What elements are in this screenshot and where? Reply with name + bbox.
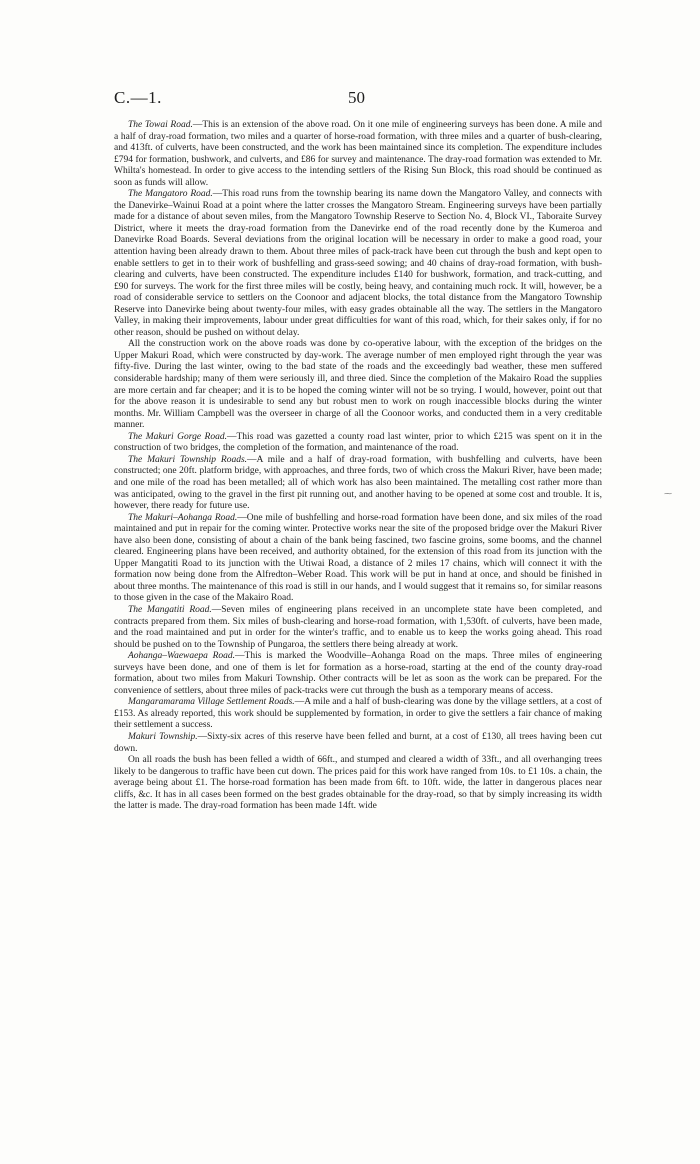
paragraph-towai-road bbox=[114, 120, 602, 189]
paragraph-text: —This road runs from the township bearing its name down the Mangatoro Valley, and connects with the Danevirke–Wainui Road at a point where the latter crosses the Mangatoro Stream. Engineering surveys have been partially made for a distance of about seven miles, from the Mangatoro Township Reserve to Section No. 4, Block VI., Taboraite Survey District, where it meets the dray-road formation from the Danevirke end of the road recently done by the Kumeroa and Danevirke Road Boards. Several deviations from the original location will be necessary in order to make a good road, your attention having been already drawn to them. About three miles of pack-track have been cut through the bush and kept open to enable settlers to get in to their work of bushfelling and grass-seed sowing; and 40 chains of dray-road formation, with bush-clearing and culverts, have been constructed. The expenditure includes £140 for bushwork, formation, and track-cutting, and £90 for surveys. The work for the first three miles will be costly, being heavy, and containing much rock. It will, however, be a road of considerable service to settlers on the Coonoor and adjacent blocks, the total distance from the Mangatoro Township Reserve into Danevirke being about twenty-four miles, with easy grades obtainable all the way. The settlers in the Mangatoro Valley, in making their improvements, labour under great difficulties for want of this road, which, for their sakes only, if for no other reason, should be pushed on without delay. bbox=[114, 189, 603, 338]
section-title: Aohanga–Waewaepa Road. bbox=[128, 651, 236, 662]
paragraph-makuri-aohanga-road bbox=[114, 513, 602, 605]
section-title: The Makuri Township Roads. bbox=[128, 454, 248, 465]
paragraph-makuri-gorge-road bbox=[114, 432, 602, 455]
section-title: The Mangatiti Road. bbox=[128, 604, 212, 615]
paragraph-construction-work bbox=[114, 339, 602, 431]
section-title: The Makuri Gorge Road. bbox=[128, 431, 227, 442]
section-title: The Makuri–Aohanga Road. bbox=[128, 512, 238, 523]
margin-mark: ⁓ bbox=[664, 489, 672, 498]
paragraph-text: —This is marked the Woodville–Aohanga Road on the maps. Three miles of engineering surveys have been done, and one of them is let for formation as a horse-road, starting at the end of the county dray-road formation, about two miles from Makuri Township. Other contracts will be let as soon as the work can be prepared. For the convenience of settlers, about three miles of pack-tracks were cut through the bush as a temporary means of access. bbox=[114, 651, 602, 696]
body-text bbox=[114, 120, 602, 813]
paragraph-text: —A mile and a half of dray-road formation, with bushfelling and culverts, have been constructed; one 20ft. platform bridge, with approaches, and three fords, two of which cross the Makuri River, have been made; and one mile of the road has been metalled; all of which work has also been maintained. The metalling cost rather more than was anticipated, owing to the gravel in the first pit running out, and another having to be opened at some cost and trouble. It is, however, there ready for future use. bbox=[114, 454, 602, 512]
paragraph-text: —A mile and a half of bush-clearing was done by the village settlers, at a cost of £153. As already reported, this work should be supplemented by formation, in order to give the settlers a fair chance of making their settlement a success. bbox=[114, 697, 602, 731]
paragraph-text: —This is an extension of the above road. On it one mile of engineering surveys has been done. A mile and a half of dray-road formation, two miles and a quarter of horse-road formation, with three miles and a quarter of bush-clearing, and 413ft. of culverts, have been constructed, and the work has been maintained since its completion. The expenditure includes £794 for formation, bushwork, and culverts, and £86 for survey and maintenance. The dray-road formation was extended to Mr. Whilta's homestead. In order to give access to the intending settlers of the Rising Sun Block, this road should be continued as soon as funds will allow. bbox=[114, 120, 602, 188]
page-header bbox=[114, 88, 602, 112]
paragraph-text: —This road was gazetted a county road last winter, prior to which £215 was spent on it in the construction of two bridges, the completion of the formation, and maintenance of the road. bbox=[114, 431, 602, 454]
page-number: 50 bbox=[348, 88, 365, 107]
paragraph-text: On all roads the bush has been felled a width of 66ft., and stumped and cleared a width of 33ft., and all overhanging trees likely to be dangerous to traffic have been cut down. The prices paid for this work have ranged from 10s. to £1 10s. a chain, the average being about £1. The horse-road formation has been made from 6ft. to 10ft. wide, the latter in dangerous places near cliffs, &c. It has in all cases been formed on the best grades obtainable for the dray-road, so that by simply increasing its width the latter is made. The dray-road formation has been made 14ft. wide bbox=[114, 755, 602, 812]
paragraph-text: —Seven miles of engineering plans received in an uncomplete state have been completed, and contracts prepared from them. Six miles of bush-clearing and horse-road formation, with 1,530ft. of culverts, have been made, and the road maintained and put in order for the winter's traffic, and to enable us to keep the works going ahead. This road should be pushed on to the Township of Pungaroa, the settlers there being already at work. bbox=[114, 604, 602, 650]
section-title: Makuri Township. bbox=[128, 731, 198, 742]
paragraph-mangatoro-road bbox=[114, 189, 602, 339]
section-title: The Mangatoro Road. bbox=[128, 189, 213, 200]
paragraph-text: —One mile of bushfelling and horse-road formation have been done, and six miles of the road maintained and put in repair for the coming winter. Protective works near the site of the proposed bridge over the Makuri River have also been done, consisting of about a chain of the bank being fascined, two fascine groins, some booms, and the channel cleared. Engineering plans have been received, and authority obtained, for the extension of this road from its junction with the Upper Mangatiti Road to its junction with the Utiwai Road, a distance of 2 miles 17 chains, which will connect it with the formation now being done from the Alfredton–Weber Road. This work will be put in hand at once, and should be finished in about three months. The maintenance of this road is still in our hands, and I would suggest that it remains so, for similar reasons to those given in the case of the Makairo Road. bbox=[114, 512, 602, 604]
document-code: C.—1. bbox=[114, 88, 162, 107]
paragraph-makuri-township-roads bbox=[114, 455, 602, 513]
section-title: Mangaramarama Village Settlement Roads. bbox=[128, 697, 295, 708]
paragraph-makuri-township bbox=[114, 732, 602, 755]
paragraph-mangatiti-road bbox=[114, 605, 602, 651]
section-title: The Towai Road. bbox=[128, 120, 193, 130]
paragraph-aohanga-waewaepa-road bbox=[114, 651, 602, 697]
paragraph-text: All the construction work on the above roads was done by co-operative labour, with the exception of the bridges on the Upper Makuri Road, which were constructed by day-work. The average number of men employed right through the year was fifty-five. During the last winter, owing to the bad state of the roads and the exceedingly bad weather, these men suffered considerable hardship; many of them were seriously ill, and three died. Since the completion of the Makairo Road the supplies are more certain and far cheaper; and it is to be hoped the coming winter will not be so trying. I would, however, point out that for the above reason it is undesirable to send any but robust men to work on rough inaccessible blocks during the winter months. Mr. William Campbell was the overseer in charge of all the Coonoor works, and conducted them in a very creditable manner. bbox=[114, 339, 602, 431]
paragraph-bush-felling bbox=[114, 755, 602, 813]
paragraph-text: —Sixty-six acres of this reserve have been felled and burnt, at a cost of £130, all trees having been cut down. bbox=[114, 731, 602, 754]
paragraph-mangaramarama-roads bbox=[114, 697, 602, 732]
